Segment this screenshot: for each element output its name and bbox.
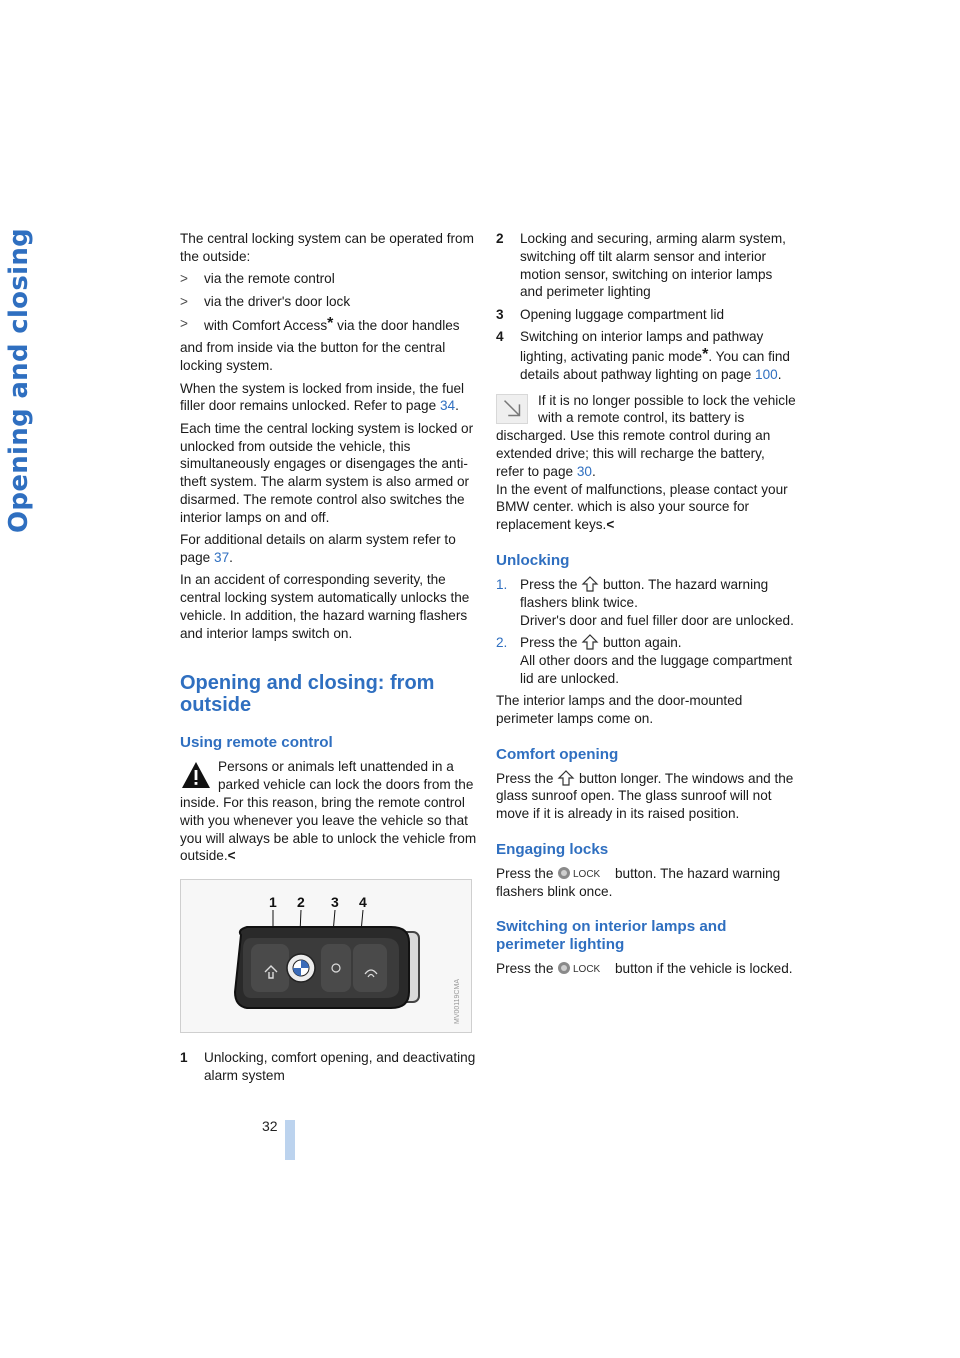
lamps-paragraph: The interior lamps and the door-mounted perimeter lamps come on. — [496, 692, 743, 726]
switch-paragraph: Press the LOCK button if the vehicle is locked. — [496, 961, 793, 977]
inside-paragraph: and from inside via the button for the central locking system. — [180, 340, 446, 374]
subsection-heading-engaging: Engaging locks — [496, 840, 609, 858]
engage-paragraph: Press the LOCK button. The hazard warning flashers blink once. — [496, 865, 781, 899]
list-item — [180, 293, 478, 311]
anti-theft-paragraph: Each time the central locking system is locked or unlocked from outside the vehicle, this simultaneously engages or disengages the anti-theft system. The alarm system is also armed or disarmed. The remote control also switches the interior lamps on and off. — [180, 420, 474, 525]
warning-triangle-icon — [180, 760, 212, 790]
subsection-heading-switching: Switching on interior lamps and perimeter lighting — [496, 918, 727, 954]
list-item — [496, 576, 796, 629]
list-item — [496, 230, 796, 301]
item-text: Unlocking, comfort opening, and deactivating alarm system — [204, 1050, 476, 1084]
list-item — [180, 270, 478, 288]
svg-text:LOCK: LOCK — [573, 868, 601, 880]
info-note: If it is no longer possible to lock the vehicle with a remote control, its battery is discharged. Use this remote control during an extended drive; this will recharge the battery, refer to page 30. In the event of malfunctions, please contact your BMW center. which is also your source for replacement keys.< — [496, 392, 796, 533]
list-item — [180, 1049, 478, 1085]
page-marker-bar — [285, 1120, 295, 1160]
page-link-30[interactable]: 30 — [576, 463, 592, 479]
unlock-button-icon — [581, 634, 599, 650]
figure-label-2: 2 — [297, 894, 305, 911]
item-number: 3 — [496, 306, 504, 322]
step-number: 1. — [496, 576, 508, 592]
item-text: Locking and securing, arming alarm system, switching off tilt alarm sensor and interior motion sensor, switching on interior lamps and perimeter lighting — [520, 231, 786, 300]
chapter-side-title: Opening and closing — [4, 228, 34, 534]
list-item — [496, 328, 796, 383]
bullet-marker: > — [180, 315, 188, 331]
intro-paragraph: The central locking system can be operated from the outside: — [180, 231, 474, 264]
unlock-button-icon — [581, 576, 599, 592]
bullet-marker: > — [180, 271, 188, 287]
item-text: Opening luggage compartment lid — [520, 306, 725, 322]
item-number: 1 — [180, 1050, 188, 1066]
warning-note: Persons or animals left unattended in a parked vehicle can lock the doors from the inside. For this reason, bring the remote control with you whenever you leave the vehicle so that you will always be able to unlock the vehicle from outside.< — [180, 759, 477, 864]
remote-control-illustration — [181, 880, 471, 1032]
right-column — [496, 230, 796, 983]
lock-button-icon — [557, 865, 611, 881]
unlock-button-icon — [557, 770, 575, 786]
item-number: 4 — [496, 329, 504, 345]
section-heading: Opening and closing: from outside — [180, 672, 435, 717]
list-item — [180, 315, 478, 335]
subsection-heading-remote: Using remote control — [180, 734, 333, 752]
bullet-marker: > — [180, 293, 188, 309]
subsection-heading-comfort: Comfort opening — [496, 745, 619, 763]
figure-code: MV00119CMA — [454, 979, 462, 1025]
lock-button-icon — [557, 960, 611, 976]
end-mark: < — [606, 517, 615, 533]
figure-label-4: 4 — [359, 894, 367, 911]
page-link-100[interactable]: 100 — [755, 366, 778, 382]
svg-text:LOCK: LOCK — [573, 964, 601, 976]
bullet-text: with Comfort Access* via the door handles — [204, 314, 460, 333]
end-mark: < — [227, 848, 236, 864]
page-number: 32 — [262, 1118, 278, 1134]
step-number: 2. — [496, 634, 508, 650]
page-link-34[interactable]: 34 — [439, 398, 456, 414]
optional-equipment-star: * — [327, 314, 334, 332]
comfort-paragraph: Press the button longer. The windows and the glass sunroof open. The glass sunroof will not move if it is already in its raised position. — [496, 770, 794, 822]
fuel-paragraph: When the system is locked from inside, the fuel filler door remains unlocked. Refer to page 34. — [180, 380, 465, 414]
alarm-paragraph: For additional details on alarm system refer to page 37. — [180, 532, 456, 565]
accident-paragraph: In an accident of corresponding severity, the central locking system automatically unlocks the vehicle. In addition, the hazard warning flashers and interior lamps switch on. — [180, 572, 470, 641]
step-text: Press the button again. All other doors and the luggage compartment lid are unlocked. — [520, 634, 793, 686]
left-column — [180, 230, 478, 1089]
item-number: 2 — [496, 231, 504, 246]
bullet-text: via the remote control — [204, 271, 335, 287]
list-item — [496, 634, 796, 687]
figure-label-1: 1 — [269, 894, 277, 911]
item-text: Switching on interior lamps and pathway lighting, activating panic mode*. You can find details about pathway lighting on page 100. — [520, 329, 790, 382]
bullet-text: via the driver's door lock — [204, 293, 351, 309]
page-link-37[interactable]: 37 — [214, 549, 230, 565]
optional-equipment-star: * — [702, 345, 709, 363]
note-arrow-icon — [496, 394, 528, 424]
step-text: Press the button. The hazard warning flashers blink twice. Driver's door and fuel filler door are unlocked. — [520, 576, 794, 628]
subsection-heading-unlocking: Unlocking — [496, 551, 570, 569]
remote-control-figure — [180, 879, 472, 1033]
figure-label-3: 3 — [331, 894, 339, 911]
list-item — [496, 306, 796, 324]
